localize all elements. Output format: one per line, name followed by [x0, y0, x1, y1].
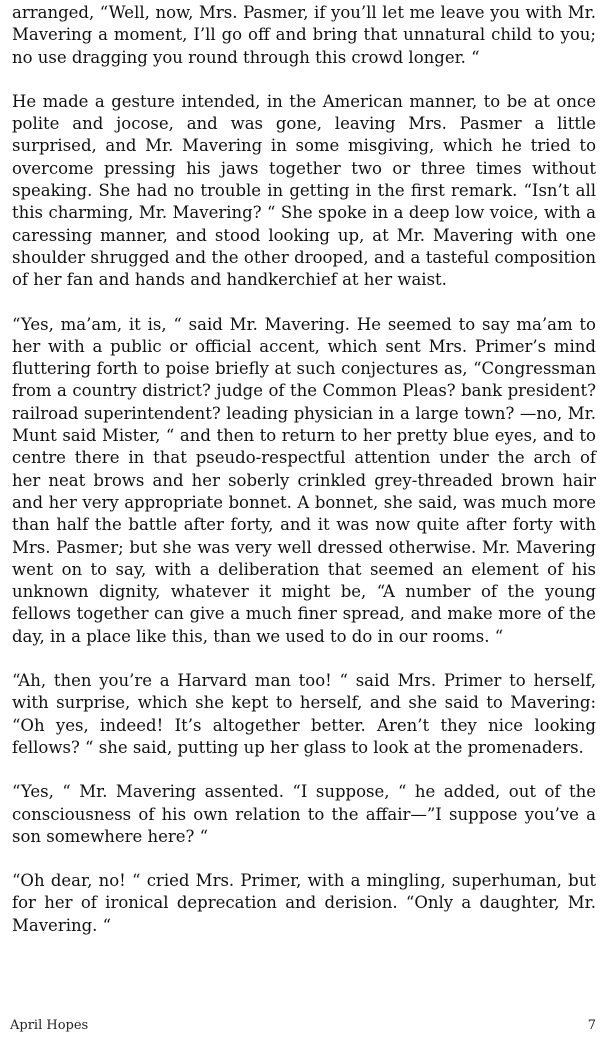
paragraph-6: “Oh dear, no! “ cried Mrs. Primer, with a mingling, superhuman, but for her of ironical deprecation and derision. “Only a daughter, Mr. Mavering. “	[12, 871, 596, 935]
footer-book-title: April Hopes	[10, 1018, 89, 1033]
paragraph-2: He made a gesture intended, in the American manner, to be at once polite and jocose, and was gone, leaving Mrs. Pasmer a little surprised, and Mr. Mavering in some misgiving, which he tried to overcome pressing his jaws together two or three times without speaking. She had no trouble in getting in the first remark. “Isn’t all this charming, Mr. Mavering? “ She spoke in a deep low voice, with a caressing manner, and stood looking up, at Mr. Mavering with one shoulder shrugged and the other drooped, and a tasteful composition of her fan and hands and handkerchief at her waist.	[12, 91, 596, 290]
paragraph-4: “Ah, then you’re a Harvard man too! “ said Mrs. Primer to herself, with surprise, which she kept to herself, and she said to Mavering: “Oh yes, indeed! It’s altogether better. Aren’t they nice looking fellows? “ she said, putting up her glass to look at the promenaders.	[12, 671, 596, 757]
paragraph-5: “Yes, “ Mr. Mavering assented. “I suppose, “ he added, out of the consciousness of his own relation to the affair—”I suppose you’ve a son somewhere here? “	[12, 782, 596, 846]
footer-page-number: 7	[587, 1018, 596, 1033]
page-body	[12, 2, 596, 959]
paragraph-1: arranged, “Well, now, Mrs. Pasmer, if you’ll let me leave you with Mr. Mavering a moment, I’ll go off and bring that unnatural child to you; no use dragging you round through this crowd longer. “	[12, 3, 596, 67]
page-footer	[10, 1018, 596, 1038]
paragraph-3: “Yes, ma’am, it is, “ said Mr. Mavering. He seemed to say ma’am to her with a public or official accent, which sent Mrs. Primer’s mind fluttering forth to poise briefly at such conjectures as, “Congressman from a country district? judge of the Common Pleas? bank president? railroad superintendent? leading physician in a large town? —no, Mr. Munt said Mister, “ and then to return to her pretty blue eyes, and to centre there in that pseudo-respectful attention under the arch of her neat brows and her soberly crinkled grey-threaded brown hair and her very appropriate bonnet. A bonnet, she said, was much more than half the battle after forty, and it was now quite after forty with Mrs. Pasmer; but she was very well dressed otherwise. Mr. Mavering went on to say, with a deliberation that seemed an element of his unknown dignity, whatever it might be, “A number of the young fellows together can give a much finer spread, and make more of the day, in a place like this, than we used to do in our rooms. “	[12, 314, 596, 646]
